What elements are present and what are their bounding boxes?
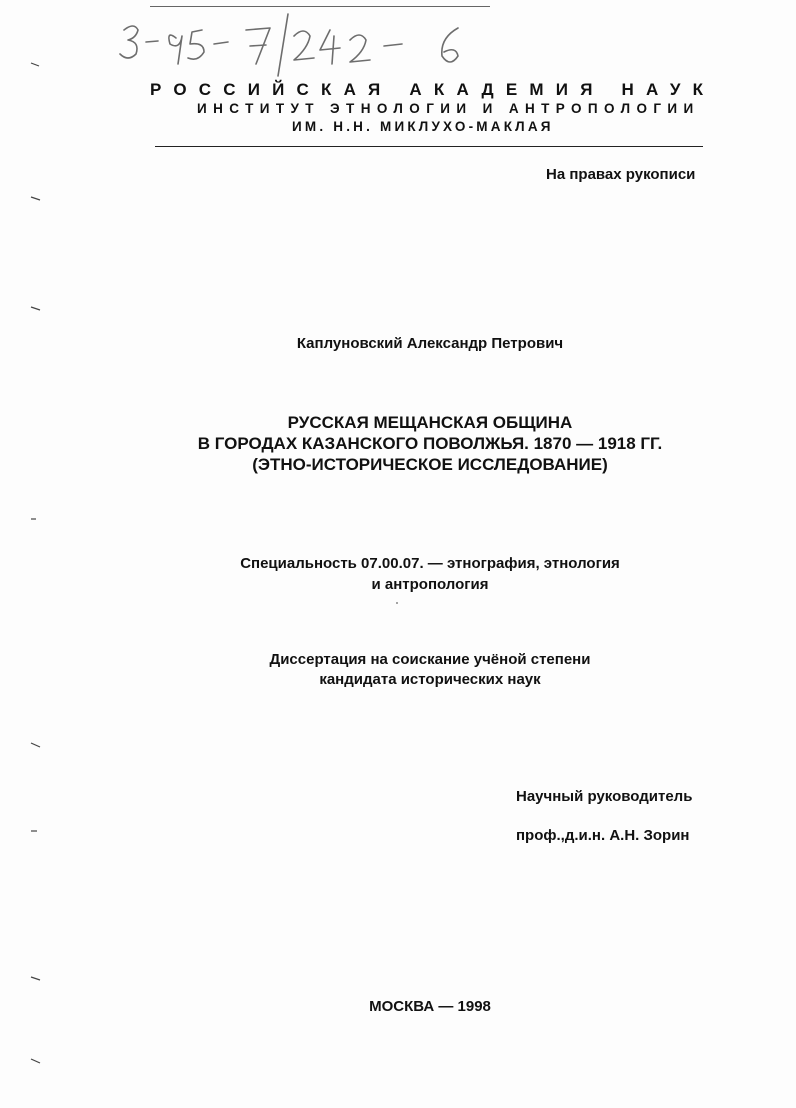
- title-line: В ГОРОДАХ КАЗАНСКОГО ПОВОЛЖЬЯ. 1870 — 1918 ГГ.: [197, 434, 663, 453]
- scan-mark: [30, 516, 44, 522]
- manuscript-note: На правах рукописи: [546, 166, 696, 183]
- specialty: [200, 553, 660, 595]
- degree-line: Диссертация на соискание учёной степени: [269, 651, 591, 668]
- title-line: РУССКАЯ МЕЩАНСКАЯ ОБЩИНА: [287, 413, 573, 432]
- city-and-year: МОСКВА — 1998: [369, 998, 491, 1015]
- scan-mark: [30, 306, 44, 312]
- scan-mark: [30, 976, 44, 982]
- degree-statement: [220, 650, 640, 690]
- institute-named-after: ИМ. Н.Н. МИКЛУХО-МАКЛАЯ: [292, 119, 554, 134]
- specialty-line: и антропология: [371, 576, 489, 593]
- academy-name: РОССИЙСКАЯ АКАДЕМИЯ НАУК: [150, 80, 716, 99]
- institute-name: ИНСТИТУТ ЭТНОЛОГИИ И АНТРОПОЛОГИИ: [197, 101, 700, 116]
- title-line: (ЭТНО-ИСТОРИЧЕСКОЕ ИССЛЕДОВАНИЕ): [252, 455, 608, 474]
- dissertation-title: [150, 412, 710, 475]
- top-faint-rule: [150, 6, 490, 7]
- header-divider: [155, 146, 703, 147]
- author-name: Каплуновский Александр Петрович: [296, 335, 564, 352]
- supervisor-name: проф.,д.и.н. А.Н. Зорин: [516, 827, 690, 844]
- scan-mark: [30, 196, 44, 202]
- specialty-line: Специальность 07.00.07. — этнография, этнология: [240, 555, 620, 572]
- supervisor-label: Научный руководитель: [516, 788, 693, 805]
- handwritten-catalog-number: [118, 8, 478, 78]
- scan-mark: [30, 1058, 44, 1064]
- scan-mark: [30, 62, 44, 68]
- scan-mark: [30, 828, 44, 834]
- scan-dot: [396, 602, 398, 604]
- degree-line: кандидата исторических наук: [319, 671, 541, 688]
- scan-mark: [30, 742, 44, 748]
